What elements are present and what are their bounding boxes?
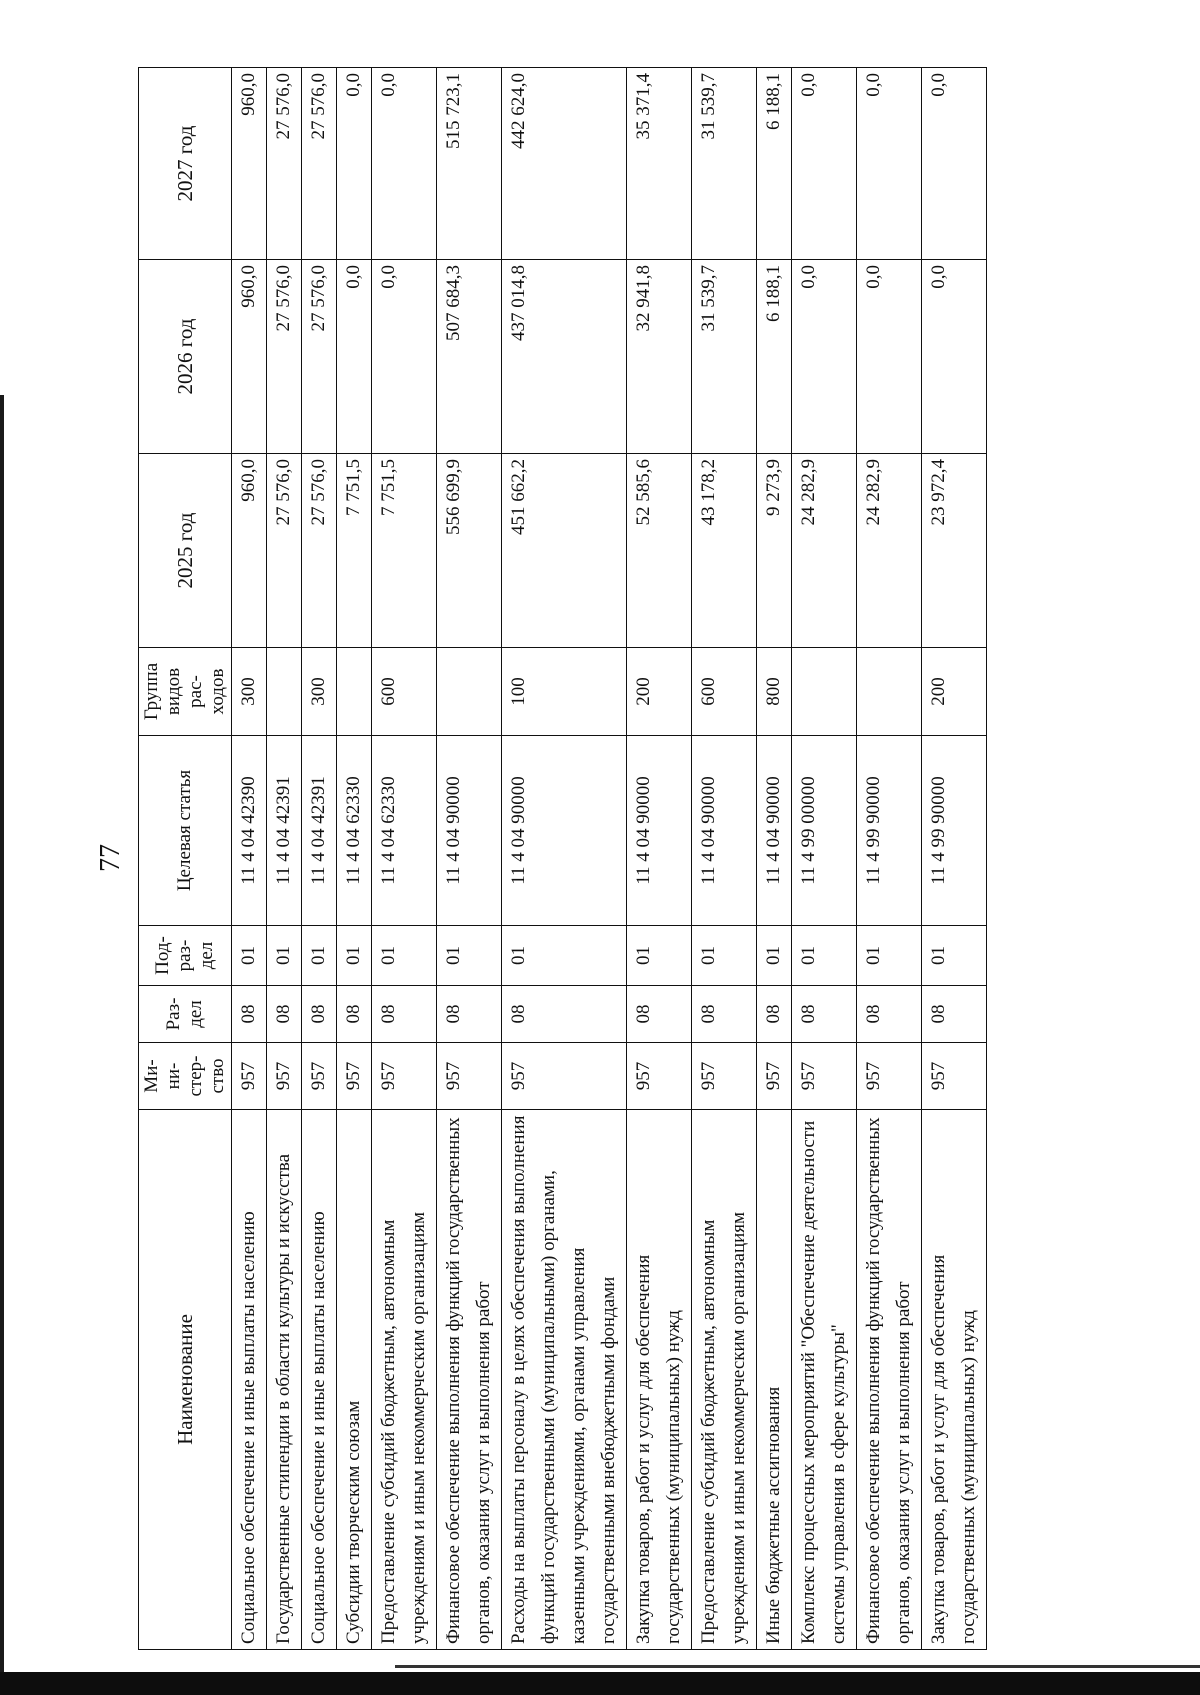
cell-subsection: 01	[302, 926, 337, 986]
cell-section: 08	[337, 986, 372, 1043]
table-row	[502, 68, 627, 1650]
cell-name: Иные бюджетные ассигнования	[757, 1110, 792, 1650]
cell-ministry: 957	[437, 1043, 502, 1110]
cell-2025: 24 282,9	[857, 454, 922, 648]
cell-subsection: 01	[267, 926, 302, 986]
cell-2025: 7 751,5	[372, 454, 437, 648]
cell-expense-group: 300	[302, 648, 337, 736]
cell-ministry: 957	[372, 1043, 437, 1110]
cell-subsection: 01	[337, 926, 372, 986]
page-number: 77	[95, 844, 126, 872]
cell-subsection: 01	[792, 926, 857, 986]
cell-subsection: 01	[502, 926, 627, 986]
cell-ministry: 957	[232, 1043, 267, 1110]
cell-2027: 0,0	[857, 68, 922, 260]
cell-ministry: 957	[857, 1043, 922, 1110]
cell-expense-group	[857, 648, 922, 736]
cell-section: 08	[627, 986, 692, 1043]
cell-expense-group: 200	[627, 648, 692, 736]
cell-expense-group	[792, 648, 857, 736]
cell-section: 08	[302, 986, 337, 1043]
cell-2026: 507 684,3	[437, 260, 502, 454]
cell-name: Финансовое обеспечение выполнения функций государственных органов, оказания услуг и выполнения работ	[437, 1110, 502, 1650]
cell-subsection: 01	[922, 926, 987, 986]
table-body	[232, 68, 987, 1650]
cell-subsection: 01	[857, 926, 922, 986]
header-target-article: Целевая статья	[139, 736, 232, 926]
cell-expense-group: 300	[232, 648, 267, 736]
cell-2026: 6 188,1	[757, 260, 792, 454]
cell-target-article: 11 4 99 00000	[792, 736, 857, 926]
table-row	[627, 68, 692, 1650]
cell-name: Комплекс процессных мероприятий "Обеспечение деятельности системы управления в сфере культуры"	[792, 1110, 857, 1650]
cell-2027: 0,0	[337, 68, 372, 260]
cell-2026: 0,0	[857, 260, 922, 454]
cell-expense-group: 200	[922, 648, 987, 736]
header-2025: 2025 год	[139, 454, 232, 648]
cell-expense-group: 600	[372, 648, 437, 736]
cell-2025: 960,0	[232, 454, 267, 648]
cell-ministry: 957	[502, 1043, 627, 1110]
cell-name: Субсидии творческим союзам	[337, 1110, 372, 1650]
cell-2026: 0,0	[922, 260, 987, 454]
cell-2027: 515 723,1	[437, 68, 502, 260]
cell-target-article: 11 4 04 42390	[232, 736, 267, 926]
cell-2025: 7 751,5	[337, 454, 372, 648]
cell-expense-group	[267, 648, 302, 736]
cell-name: Закупка товаров, работ и услуг для обеспечения государственных (муниципальных) нужд	[627, 1110, 692, 1650]
scan-left-edge	[0, 395, 4, 1695]
budget-table	[138, 67, 987, 1650]
table-row	[267, 68, 302, 1650]
cell-section: 08	[437, 986, 502, 1043]
table-row	[302, 68, 337, 1650]
cell-2026: 0,0	[372, 260, 437, 454]
cell-name: Предоставление субсидий бюджетным, автономным учреждениям и иным некоммерческим организациям	[692, 1110, 757, 1650]
cell-section: 08	[857, 986, 922, 1043]
cell-2026: 0,0	[792, 260, 857, 454]
cell-2025: 27 576,0	[267, 454, 302, 648]
cell-2027: 27 576,0	[267, 68, 302, 260]
cell-2027: 0,0	[372, 68, 437, 260]
cell-2027: 31 539,7	[692, 68, 757, 260]
cell-2027: 6 188,1	[757, 68, 792, 260]
cell-ministry: 957	[267, 1043, 302, 1110]
cell-section: 08	[267, 986, 302, 1043]
cell-2026: 437 014,8	[502, 260, 627, 454]
cell-expense-group: 100	[502, 648, 627, 736]
cell-expense-group: 600	[692, 648, 757, 736]
header-ministry: Ми-ни-стер-ство	[139, 1043, 232, 1110]
table-row	[337, 68, 372, 1650]
table-row	[757, 68, 792, 1650]
cell-name: Социальное обеспечение и иные выплаты населению	[232, 1110, 267, 1650]
cell-ministry: 957	[337, 1043, 372, 1110]
cell-target-article: 11 4 04 90000	[692, 736, 757, 926]
cell-name: Финансовое обеспечение выполнения функций государственных органов, оказания услуг и выполнения работ	[857, 1110, 922, 1650]
cell-2027: 0,0	[792, 68, 857, 260]
cell-name: Государственные стипендии в области культуры и искусства	[267, 1110, 302, 1650]
cell-2026: 27 576,0	[267, 260, 302, 454]
cell-target-article: 11 4 04 90000	[757, 736, 792, 926]
cell-target-article: 11 4 04 62330	[337, 736, 372, 926]
cell-ministry: 957	[757, 1043, 792, 1110]
table-row	[792, 68, 857, 1650]
header-2026: 2026 год	[139, 260, 232, 454]
table-row	[857, 68, 922, 1650]
cell-section: 08	[922, 986, 987, 1043]
cell-target-article: 11 4 04 42391	[302, 736, 337, 926]
cell-target-article: 11 4 99 90000	[857, 736, 922, 926]
cell-ministry: 957	[692, 1043, 757, 1110]
cell-2025: 24 282,9	[792, 454, 857, 648]
cell-target-article: 11 4 99 90000	[922, 736, 987, 926]
cell-2027: 960,0	[232, 68, 267, 260]
cell-target-article: 11 4 04 90000	[437, 736, 502, 926]
rotated-table-container	[138, 68, 1104, 1650]
cell-section: 08	[372, 986, 437, 1043]
header-name: Наименование	[139, 1110, 232, 1650]
cell-subsection: 01	[437, 926, 502, 986]
cell-2025: 451 662,2	[502, 454, 627, 648]
cell-name: Расходы на выплаты персоналу в целях обеспечения выполнения функций государственными (муниципальными) органами, казенными учреждениями, органами управления государственными внебюджетными фондами	[502, 1110, 627, 1650]
cell-2026: 960,0	[232, 260, 267, 454]
cell-2025: 23 972,4	[922, 454, 987, 648]
header-subsection: Под-раз-дел	[139, 926, 232, 986]
cell-ministry: 957	[302, 1043, 337, 1110]
cell-section: 08	[757, 986, 792, 1043]
cell-section: 08	[692, 986, 757, 1043]
scan-bottom-bar	[0, 1672, 1200, 1695]
cell-2027: 442 624,0	[502, 68, 627, 260]
cell-ministry: 957	[627, 1043, 692, 1110]
cell-section: 08	[232, 986, 267, 1043]
cell-name: Предоставление субсидий бюджетным, автономным учреждениям и иным некоммерческим организациям	[372, 1110, 437, 1650]
cell-section: 08	[502, 986, 627, 1043]
cell-name: Социальное обеспечение и иные выплаты населению	[302, 1110, 337, 1650]
cell-2026: 27 576,0	[302, 260, 337, 454]
cell-subsection: 01	[627, 926, 692, 986]
cell-2027: 35 371,4	[627, 68, 692, 260]
header-expense-group: Группа видов рас-ходов	[139, 648, 232, 736]
cell-subsection: 01	[757, 926, 792, 986]
cell-ministry: 957	[792, 1043, 857, 1110]
cell-2027: 0,0	[922, 68, 987, 260]
cell-expense-group	[337, 648, 372, 736]
cell-2025: 27 576,0	[302, 454, 337, 648]
cell-ministry: 957	[922, 1043, 987, 1110]
cell-2025: 52 585,6	[627, 454, 692, 648]
table-row	[232, 68, 267, 1650]
cell-subsection: 01	[372, 926, 437, 986]
cell-2026: 32 941,8	[627, 260, 692, 454]
cell-subsection: 01	[692, 926, 757, 986]
cell-target-article: 11 4 04 90000	[627, 736, 692, 926]
cell-2025: 556 699,9	[437, 454, 502, 648]
scan-bottom-line	[395, 1665, 1200, 1668]
cell-2027: 27 576,0	[302, 68, 337, 260]
cell-subsection: 01	[232, 926, 267, 986]
cell-target-article: 11 4 04 62330	[372, 736, 437, 926]
cell-name: Закупка товаров, работ и услуг для обеспечения государственных (муниципальных) нужд	[922, 1110, 987, 1650]
cell-2025: 43 178,2	[692, 454, 757, 648]
table-row	[922, 68, 987, 1650]
table-row	[437, 68, 502, 1650]
cell-target-article: 11 4 04 42391	[267, 736, 302, 926]
header-2027: 2027 год	[139, 68, 232, 260]
cell-expense-group	[437, 648, 502, 736]
header-section: Раз-дел	[139, 986, 232, 1043]
cell-2026: 31 539,7	[692, 260, 757, 454]
cell-2025: 9 273,9	[757, 454, 792, 648]
cell-2026: 0,0	[337, 260, 372, 454]
table-row	[372, 68, 437, 1650]
table-header-row	[139, 68, 232, 1650]
table-row	[692, 68, 757, 1650]
cell-section: 08	[792, 986, 857, 1043]
cell-expense-group: 800	[757, 648, 792, 736]
cell-target-article: 11 4 04 90000	[502, 736, 627, 926]
